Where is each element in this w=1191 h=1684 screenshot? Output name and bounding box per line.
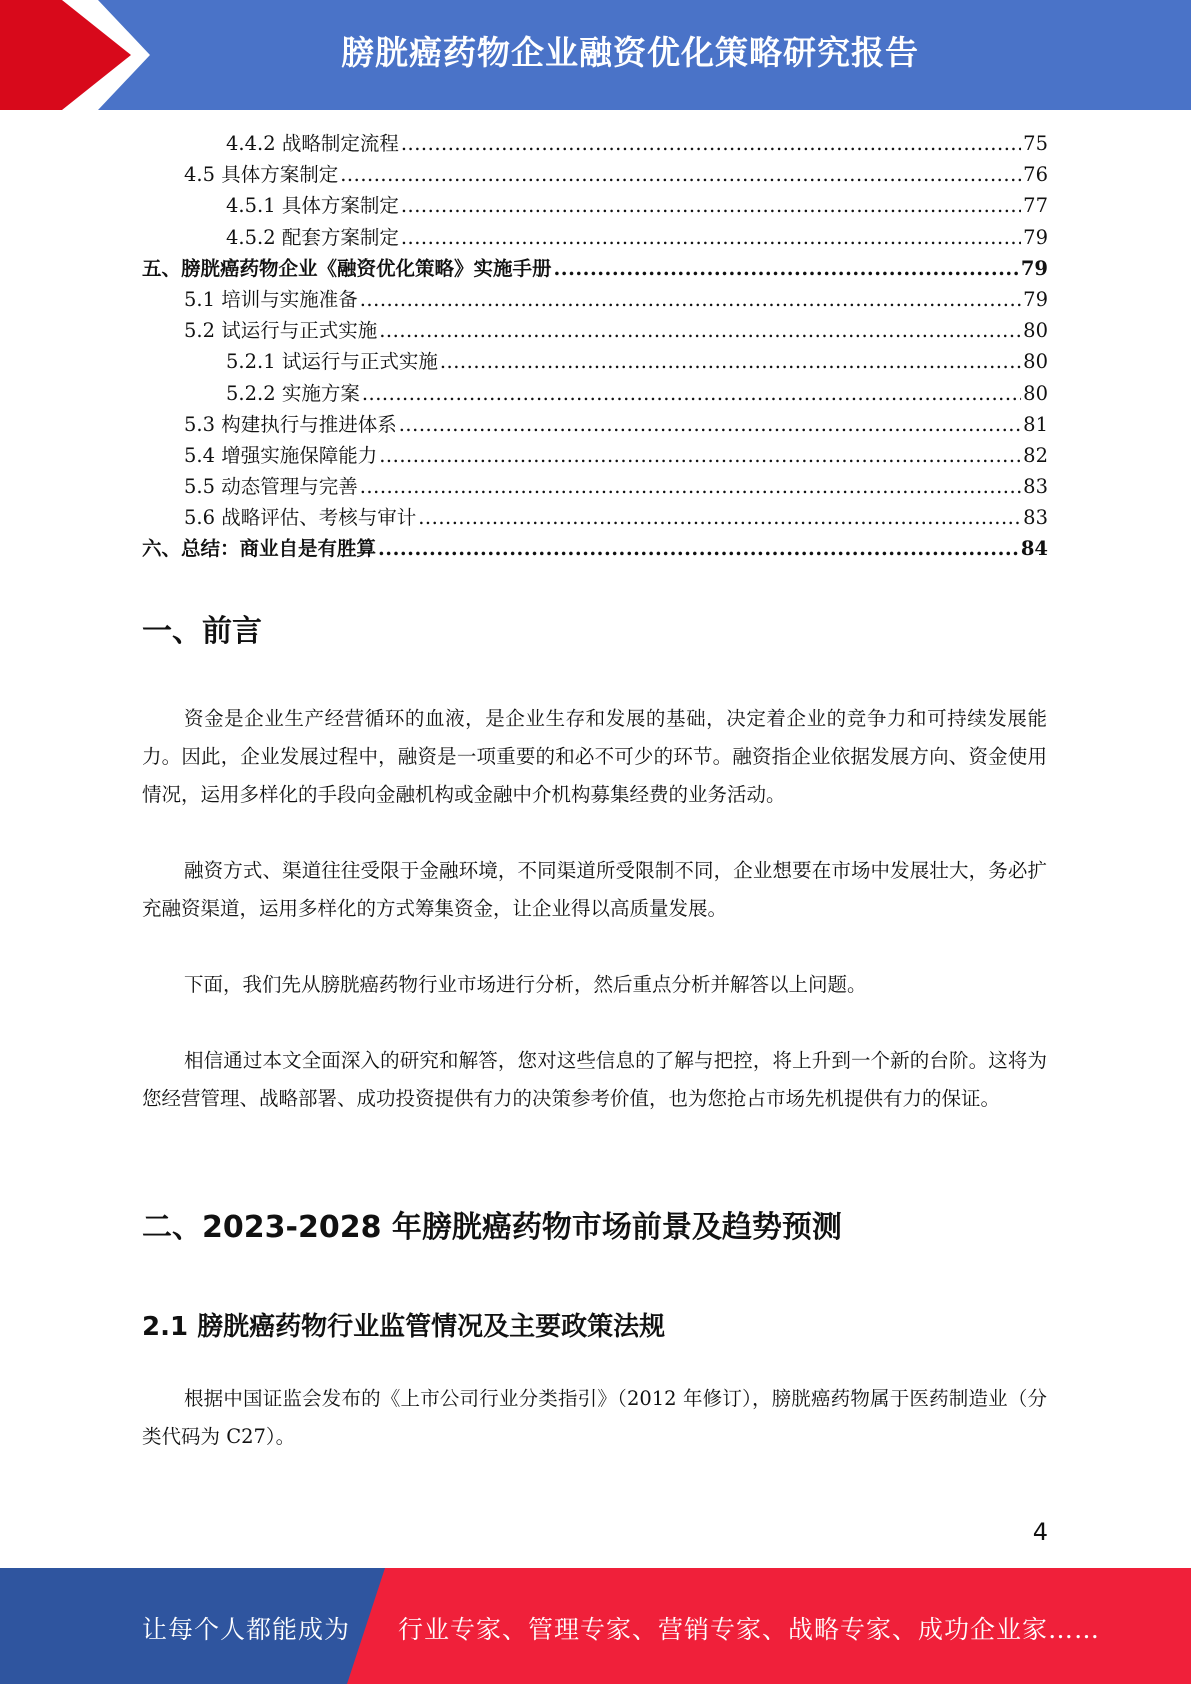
- toc-entry[interactable]: [142, 315, 1048, 346]
- paragraph-preface-4: 相信通过本文全面深入的研究和解答，您对这些信息的了解与把控，将上升到一个新的台阶。这将为您经营管理、战略部署、成功投资提供有力的决策参考价值，也为您抢占市场先机提供有力的保证。: [142, 1049, 1047, 1110]
- toc-entry-page: 75: [1023, 132, 1048, 155]
- toc-entry-page: 81: [1023, 412, 1048, 436]
- toc-entry-title: 五、膀胱癌药物企业《融资优化策略》实施手册: [142, 256, 552, 280]
- toc-entry[interactable]: [142, 378, 1048, 409]
- toc-entry[interactable]: [142, 440, 1048, 471]
- toc-dot-leader: [401, 190, 1021, 221]
- section-heading-preface: 一、前言: [142, 614, 262, 649]
- toc-entry-title: 5.2 试运行与正式实施: [184, 319, 378, 343]
- page-number: 4: [1032, 1518, 1048, 1546]
- toc-entry-page: 82: [1023, 443, 1048, 467]
- paragraph-preface-1: 资金是企业生产经营循环的血液，是企业生存和发展的基础，决定着企业的竞争力和可持续发展能力。因此，企业发展过程中，融资是一项重要的和必不可少的环节。融资指企业依据发展方向、资金使用情况，运用多样化的手段向金融机构或金融中介机构募集经费的业务活动。: [142, 707, 1047, 806]
- toc-dot-leader: [360, 284, 1021, 315]
- toc-entry-page: 76: [1023, 163, 1048, 187]
- toc-entry-page: 80: [1023, 319, 1048, 343]
- paragraph-preface-2: 融资方式、渠道往往受限于金融环境，不同渠道所受限制不同，企业想要在市场中发展壮大，务必扩充融资渠道，运用多样化的方式筹集资金，让企业得以高质量发展。: [142, 859, 1047, 920]
- toc-entry-title: 4.4.2 战略制定流程: [226, 132, 399, 155]
- toc-dot-leader: [362, 378, 1021, 409]
- toc-entry-title: 5.2.2 实施方案: [226, 381, 360, 405]
- toc-dot-leader: [399, 409, 1021, 440]
- toc-entry[interactable]: [142, 533, 1048, 564]
- toc-entry-page: 80: [1023, 350, 1048, 374]
- toc-entry-page: 79: [1020, 256, 1048, 280]
- toc-dot-leader: [440, 346, 1021, 377]
- toc-dot-leader: [378, 533, 1019, 564]
- table-of-contents: [142, 128, 1048, 565]
- toc-entry[interactable]: [142, 159, 1048, 190]
- toc-entry[interactable]: [142, 346, 1048, 377]
- section-heading-market-outlook: 二、2023-2028 年膀胱癌药物市场前景及趋势预测: [142, 1210, 842, 1245]
- toc-dot-leader: [340, 159, 1021, 190]
- toc-dot-leader: [554, 253, 1019, 284]
- footer-banner: [0, 1568, 1191, 1684]
- toc-entry-page: 77: [1023, 194, 1048, 218]
- toc-entry-title: 5.6 战略评估、考核与审计: [184, 506, 417, 530]
- toc-entry-title: 5.3 构建执行与推进体系: [184, 412, 397, 436]
- toc-dot-leader: [379, 315, 1021, 346]
- toc-entry-page: 79: [1023, 225, 1048, 249]
- toc-dot-leader: [379, 440, 1021, 471]
- toc-entry-page: 80: [1023, 381, 1048, 405]
- toc-entry-title: 5.4 增强实施保障能力: [184, 443, 378, 467]
- toc-entry-title: 5.1 培训与实施准备: [184, 287, 358, 311]
- toc-entry-title: 4.5 具体方案制定: [184, 163, 339, 187]
- toc-entry[interactable]: [142, 409, 1048, 440]
- toc-entry[interactable]: [142, 502, 1048, 533]
- footer-slogan-right: 行业专家、管理专家、营销专家、战略专家、成功企业家……: [398, 1615, 1101, 1644]
- subsection-heading-regulation: 2.1 膀胱癌药物行业监管情况及主要政策法规: [142, 1312, 666, 1342]
- footer-slogan-left: 让每个人都能成为: [142, 1615, 351, 1644]
- toc-entry-title: 六、总结：商业自是有胜算: [142, 537, 377, 561]
- toc-entry-title: 5.5 动态管理与完善: [184, 475, 358, 499]
- toc-dot-leader: [360, 471, 1021, 502]
- toc-entry[interactable]: [142, 253, 1048, 284]
- toc-entry[interactable]: [142, 471, 1048, 502]
- toc-entry-page: 79: [1023, 287, 1048, 311]
- toc-entry-title: 5.2.1 试运行与正式实施: [226, 350, 438, 374]
- paragraph-preface-3: 下面，我们先从膀胱癌药物行业市场进行分析，然后重点分析并解答以上问题。: [184, 973, 867, 996]
- toc-entry[interactable]: [142, 190, 1048, 221]
- toc-entry-page: 83: [1023, 506, 1048, 530]
- toc-entry[interactable]: [142, 222, 1048, 253]
- toc-entry-page: 84: [1020, 537, 1048, 561]
- report-title: 膀胱癌药物企业融资优化策略研究报告: [341, 33, 919, 72]
- toc-dot-leader: [401, 222, 1021, 253]
- paragraph-regulation: 根据中国证监会发布的《上市公司行业分类指引》（2012 年修订），膀胱癌药物属于医药制造业（分类代码为 C27）。: [142, 1387, 1047, 1448]
- toc-dot-leader: [401, 128, 1021, 159]
- toc-entry-title: 4.5.1 具体方案制定: [226, 194, 399, 218]
- toc-entry[interactable]: [142, 284, 1048, 315]
- toc-entry[interactable]: [142, 128, 1048, 159]
- toc-entry-page: 83: [1023, 475, 1048, 499]
- toc-dot-leader: [418, 502, 1021, 533]
- header-banner: [0, 0, 1191, 110]
- toc-entry-title: 4.5.2 配套方案制定: [226, 225, 399, 249]
